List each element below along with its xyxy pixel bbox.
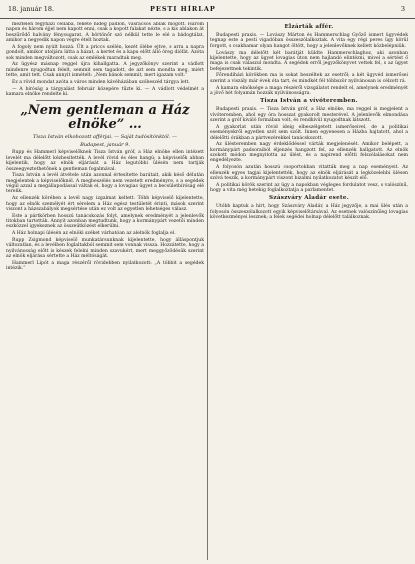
article-paragraph: Rupp és Hammerl képviselőknek Tisza István gróf, a Ház elnöke ellen intézett levelét ma délelőtt kézbesítették. A levél rövid és éles hangú; a képviselők abban kijelentik, hogy az elnök eljárását a Ház legutóbbi ülésén nem tartják összeegyeztethetőnek a gentleman fogalmával.: [6, 150, 204, 172]
article-headline: Elzárták affér.: [284, 24, 334, 30]
article-paragraph: Rupp Zsigmond képviselő munkatársunknak kijelentette, hogy álláspontjuk változatlan, és a levélben foglaltakból semmit sem vonnak vissza. Hozzátette, hogy a nyilvánosság előtt is készek felelni minden szavukért, mert meggyőződésük szerint az elnök eljárása sértette a Ház méltóságát.: [6, 238, 204, 260]
article-paragraph: Az ellenzék körében a levél nagy izgalmat keltett. Több képviselő kijelentette, hogy az elnök személyét ért sérelem a Ház egész testületét érinti, mások szerint viszont a házszabályok megsértése után ez volt az egyetlen lehetséges válasz.: [6, 196, 204, 212]
article-paragraph: A politikai körök szerint az ügy a napokban végleges fordulatot vesz, s valószínű, hogy a vita még hetekig foglalkoztatja a parlamentet.: [210, 182, 408, 194]
page-number: 3: [400, 5, 405, 13]
article-paragraph: A kamara elnöksége a maga részéről vizsgálatot rendelt el, amelynek eredményét a jövő hét folyamán hozzák nyilvánosságra.: [210, 85, 408, 96]
article-dateline: Budapest, január 9.: [80, 142, 130, 149]
left-column: [6, 22, 204, 560]
article-headline: „Nem gentleman a Ház elnöke” …: [20, 103, 190, 133]
article-paragraph: — A bíróság a tárgyalást február közepére tűzte ki. — A vádlott védelmét a kamara elnöke rendelte ki.: [6, 86, 204, 98]
article-paragraph: Ez a rövid mondat azóta a város minden kávéházában szóbeszéd tárgya lett.: [12, 79, 190, 85]
masthead: PESTI HÍRLAP: [150, 5, 216, 13]
article-paragraph: Este a pártkörben hosszú tanácskozás folyt, amelynek eredményét a jelenlevők titokban tartották. Annyit azonban megtudtunk, hogy a kormánypárt vezetői minden eszközzel igyekeznek az összeütközést elkerülni.: [6, 213, 204, 230]
article-headline: Szászváry Aladár esete.: [269, 195, 349, 202]
article-subhead: Tisza István elkobozott afférjai. — Saját tudósítónktól. —: [33, 134, 177, 141]
article-paragraph: Lovászy ma délelőtt két barátját küldte Hammerschlaghoz, aki azonban kijelentette, hogy az ügyet lovagias úton nem hajlandó elintézni, mivel a sértést ő maga is csak válaszul mondta. A segédek erről jegyzőkönyvet vettek fel, s az ügyet befejezettnek tekintik.: [210, 50, 408, 72]
article-paragraph: Az ügyész másnap reggel újra kihallgatta. A jegyzőkönyv szerint a vádlott mindenre nyugodtan felelt, semmit sem tagadott, de azt sem mondta meg, miért tette, amit tett. Csak annyit ismételt: „Nem bánok semmit, mert igazam volt.”: [6, 62, 204, 79]
article-paragraph: Budapesti praxis. — Lovászy Márton és Hammerschlag Győző ismert ügyvédek tegnap este a pesti vigadóban összeszólalkoztak. A vita egy régi peres ügy körül forgott, s csakhamar olyan hangot öltött, hogy a jelenlevőknek kellett közbelépniük.: [210, 33, 408, 49]
article-paragraph: A Ház holnapi ülésén az elnöki széket várhatóan az alelnök foglalja el.: [12, 231, 176, 237]
article-paragraph: Budapesti praxis. — Tisza István gróf, a Ház elnöke, ma reggel is megjelent a vívóteremben, ahol egy óra hosszat gyakorolt mesterével. A jelenlevők elmondása szerint a gróf kiváló formában volt, és rendkívül nyugodtnak látszott.: [210, 107, 408, 123]
article-paragraph: Utóbb kaptuk a hírt, hogy Szászváry Aladár, a Ház jegyzője, a mai ülés után a folyosón összeszólalkozott egyik képviselőtársával. Az esetnek valószínűleg lovagias következményei lesznek; a felek segédei holnap délelőtt találkoznak.: [210, 204, 408, 221]
article-paragraph: A folyosón azután hosszú csoportokban vitatták meg a nap eseményeit. Az ellenzék egyes tagjai kijelentették, hogy az elnök eljárását a legközelebbi ülésen szóvá teszik, a kormánypárt viszont bizalmi nyilatkozatot készít elő.: [210, 165, 408, 181]
page-header: [0, 0, 415, 19]
column-rule: [207, 22, 208, 560]
article-paragraph: Hammerl Lipót a maga részéről rövidebben nyilatkozott: „A többit a segédek intézik.”: [6, 261, 204, 272]
right-column: [210, 22, 408, 560]
article-paragraph: Tisza István a levél átvétele után azonnal értesítette barátait, akik késő délután megjelentek a képviselőknél. A megbeszélés nem vezetett eredményre, s a segédek végül azzal a megállapodással váltak el, hogy a lovagias ügyet a becsületbíróság elé terelik.: [6, 173, 204, 195]
article-paragraph: meztelen fegyházi cellába, fekete hideg padlón, vasrácsos ablak mögött. Három napon és három éjjel nem kapott enni, csak a kopott falakat nézte, s a kis ablakon át beszűrődő halvány fénysugarat. A börtönőr szó nélkül tette le elé a bádogtálat, amikor a negyedik napon végre ételt hoztak.: [6, 22, 204, 44]
article-paragraph: Főrendiházi körökben ma is sokat beszéltek az esetről; a két ügyvéd ismerősei szerint a viszály már évek óta tart, és mindkét fél többször nyilvánosan is célzott rá.: [210, 73, 408, 84]
issue-date: 18. január 18.: [8, 5, 55, 13]
article-divider: [36, 100, 174, 101]
article-headline: Tisza István a vívóteremben.: [260, 98, 358, 105]
article-paragraph: A gyakorlat után rövid ideig elbeszélgetett ismerőseivel, de a politikai eseményekről egyetlen szót sem szólt. Innen egyenesen a Házba hajtatott, ahol a délelőtti órákban a pártvezérekkel tanácskozott.: [210, 124, 408, 141]
article-paragraph: A fogoly nem nyúlt hozzá. Ült a priccs szélén, kezét ölébe ejtve, s arra a napra gondolt, amikor utoljára látta a házat, a kertet és a kapu előtt álló öreg diófát. Azóta sok minden megváltozott, csak az emlékek maradtak meg.: [6, 44, 204, 61]
article-paragraph: Az ülésteremben nagy érdeklődéssel várták megjelenését. Amikor belépett, a kormánypárt padsoraiból éljenzés hangzott fel, az ellenzék hallgatott. Az elnök szokott módon megnyitotta az ülést, és a napirend előtti felszólalásokat nem engedélyezte.: [210, 142, 408, 164]
